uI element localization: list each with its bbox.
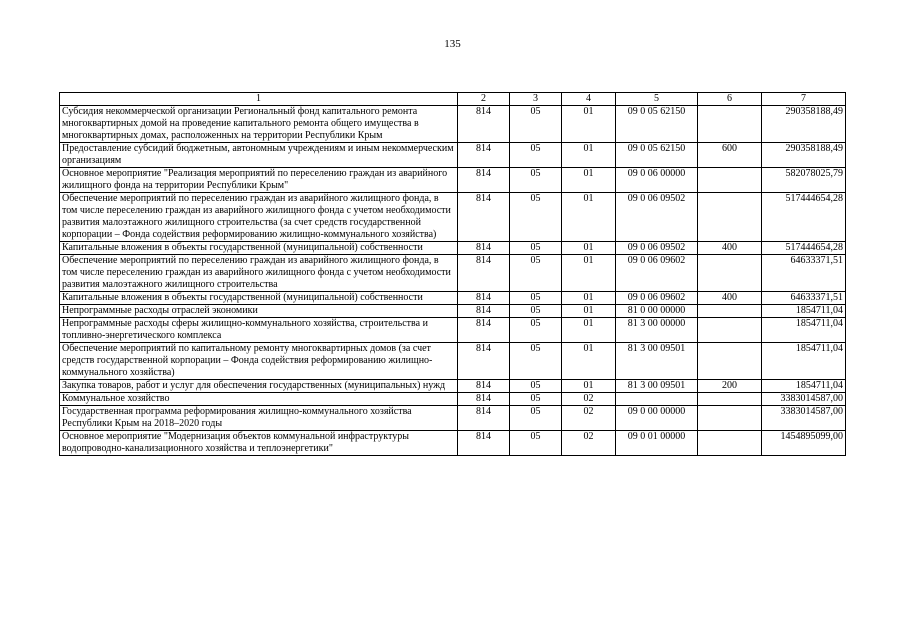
target-article-cell: 09 0 00 00000 [616,406,698,431]
target-article-cell: 81 3 00 00000 [616,318,698,343]
target-article-cell: 81 3 00 09501 [616,380,698,393]
amount-cell: 3383014587,00 [762,393,846,406]
expense-name-cell: Непрограммные расходы отраслей экономики [60,305,458,318]
target-article-cell: 09 0 01 00000 [616,431,698,456]
column-header-7: 7 [762,93,846,106]
amount-cell: 64633371,51 [762,255,846,292]
section-code-cell: 05 [510,431,562,456]
subsection-code-cell: 02 [562,406,616,431]
amount-cell: 1854711,04 [762,305,846,318]
section-code-cell: 05 [510,242,562,255]
target-article-cell: 09 0 06 09502 [616,242,698,255]
subsection-code-cell: 01 [562,343,616,380]
section-code-cell: 05 [510,406,562,431]
amount-cell: 517444654,28 [762,193,846,242]
expense-name-cell: Капитальные вложения в объекты государственной (муниципальной) собственности [60,292,458,305]
section-code-cell: 05 [510,380,562,393]
expense-name-cell: Коммунальное хозяйство [60,393,458,406]
table-row [60,318,846,343]
table-body [60,106,846,456]
subsection-code-cell: 01 [562,305,616,318]
subsection-code-cell: 01 [562,318,616,343]
column-header-1: 1 [60,93,458,106]
expense-type-cell: 400 [698,292,762,305]
ministry-code-cell: 814 [458,168,510,193]
expense-type-cell [698,318,762,343]
expense-name-cell: Предоставление субсидий бюджетным, автономным учреждениям и иным некоммерческим организациям [60,143,458,168]
table-row [60,106,846,143]
subsection-code-cell: 01 [562,143,616,168]
table-row [60,168,846,193]
ministry-code-cell: 814 [458,380,510,393]
table-row [60,242,846,255]
expense-type-cell: 400 [698,242,762,255]
table-row [60,193,846,242]
expense-type-cell: 600 [698,143,762,168]
subsection-code-cell: 01 [562,255,616,292]
expense-type-cell [698,343,762,380]
amount-cell: 3383014587,00 [762,406,846,431]
target-article-cell: 09 0 06 09602 [616,255,698,292]
target-article-cell: 09 0 06 00000 [616,168,698,193]
section-code-cell: 05 [510,318,562,343]
amount-cell: 517444654,28 [762,242,846,255]
expense-name-cell: Обеспечение мероприятий по переселению граждан из аварийного жилищного фонда, в том числе переселению граждан из аварийного жилищного фонда с учетом необходимости развития малоэтажного жилищного строительства [60,255,458,292]
section-code-cell: 05 [510,106,562,143]
expense-name-cell: Государственная программа реформирования жилищно-коммунального хозяйства Республики Крым на 2018–2020 годы [60,406,458,431]
section-code-cell: 05 [510,168,562,193]
section-code-cell: 05 [510,305,562,318]
table-row [60,292,846,305]
ministry-code-cell: 814 [458,406,510,431]
amount-cell: 1854711,04 [762,318,846,343]
expense-name-cell: Закупка товаров, работ и услуг для обеспечения государственных (муниципальных) нужд [60,380,458,393]
table-row [60,255,846,292]
ministry-code-cell: 814 [458,292,510,305]
target-article-cell [616,393,698,406]
target-article-cell: 09 0 06 09602 [616,292,698,305]
ministry-code-cell: 814 [458,242,510,255]
ministry-code-cell: 814 [458,143,510,168]
subsection-code-cell: 02 [562,393,616,406]
expense-name-cell: Капитальные вложения в объекты государственной (муниципальной) собственности [60,242,458,255]
column-header-5: 5 [616,93,698,106]
amount-cell: 64633371,51 [762,292,846,305]
ministry-code-cell: 814 [458,305,510,318]
expense-type-cell [698,168,762,193]
expense-name-cell: Непрограммные расходы сферы жилищно-коммунального хозяйства, строительства и топливно-энергетического комплекса [60,318,458,343]
ministry-code-cell: 814 [458,343,510,380]
expense-type-cell [698,393,762,406]
amount-cell: 290358188,49 [762,143,846,168]
column-header-3: 3 [510,93,562,106]
target-article-cell: 09 0 05 62150 [616,143,698,168]
expense-name-cell: Основное мероприятие "Реализация мероприятий по переселению граждан из аварийного жилищного фонда на территории Республики Крым" [60,168,458,193]
subsection-code-cell: 01 [562,242,616,255]
amount-cell: 1854711,04 [762,343,846,380]
table-row [60,393,846,406]
amount-cell: 1454895099,00 [762,431,846,456]
subsection-code-cell: 01 [562,168,616,193]
table-row [60,380,846,393]
expense-type-cell [698,193,762,242]
table-row [60,343,846,380]
ministry-code-cell: 814 [458,318,510,343]
subsection-code-cell: 01 [562,106,616,143]
ministry-code-cell: 814 [458,106,510,143]
expense-type-cell [698,406,762,431]
section-code-cell: 05 [510,393,562,406]
amount-cell: 1854711,04 [762,380,846,393]
table-row [60,305,846,318]
target-article-cell: 81 0 00 00000 [616,305,698,318]
target-article-cell: 09 0 05 62150 [616,106,698,143]
budget-table [59,92,846,456]
target-article-cell: 09 0 06 09502 [616,193,698,242]
column-header-2: 2 [458,93,510,106]
ministry-code-cell: 814 [458,393,510,406]
section-code-cell: 05 [510,143,562,168]
amount-cell: 290358188,49 [762,106,846,143]
target-article-cell: 81 3 00 09501 [616,343,698,380]
section-code-cell: 05 [510,292,562,305]
subsection-code-cell: 01 [562,380,616,393]
subsection-code-cell: 02 [562,431,616,456]
subsection-code-cell: 01 [562,292,616,305]
page-number: 135 [444,38,461,50]
expense-type-cell [698,106,762,143]
section-code-cell: 05 [510,343,562,380]
ministry-code-cell: 814 [458,431,510,456]
expense-name-cell: Обеспечение мероприятий по переселению граждан из аварийного жилищного фонда, в том числе переселению граждан из аварийного жилищного фонда с учетом необходимости развития малоэтажного жилищного строительства (за счет средств государственной корпорации – Фонда содействия реформированию жилищно-коммунального хозяйства) [60,193,458,242]
column-header-6: 6 [698,93,762,106]
table-row [60,406,846,431]
expense-type-cell [698,255,762,292]
table-row [60,143,846,168]
expense-type-cell [698,431,762,456]
subsection-code-cell: 01 [562,193,616,242]
section-code-cell: 05 [510,255,562,292]
table-header-row [60,93,846,106]
ministry-code-cell: 814 [458,255,510,292]
expense-name-cell: Основное мероприятие "Модернизация объектов коммунальной инфраструктуры водопроводно-канализационного хозяйства и теплоэнергетики" [60,431,458,456]
section-code-cell: 05 [510,193,562,242]
expense-name-cell: Обеспечение мероприятий по капитальному ремонту многоквартирных домов (за счет средств государственной корпорации – Фонда содействия реформированию жилищно-коммунального хозяйства) [60,343,458,380]
expense-name-cell: Субсидия некоммерческой организации Региональный фонд капитального ремонта многоквартирных домой на проведение капитального ремонта общего имущества в многоквартирных домах, расположенных на территории Республики Крым [60,106,458,143]
expense-type-cell: 200 [698,380,762,393]
ministry-code-cell: 814 [458,193,510,242]
amount-cell: 582078025,79 [762,168,846,193]
expense-type-cell [698,305,762,318]
table-row [60,431,846,456]
column-header-4: 4 [562,93,616,106]
